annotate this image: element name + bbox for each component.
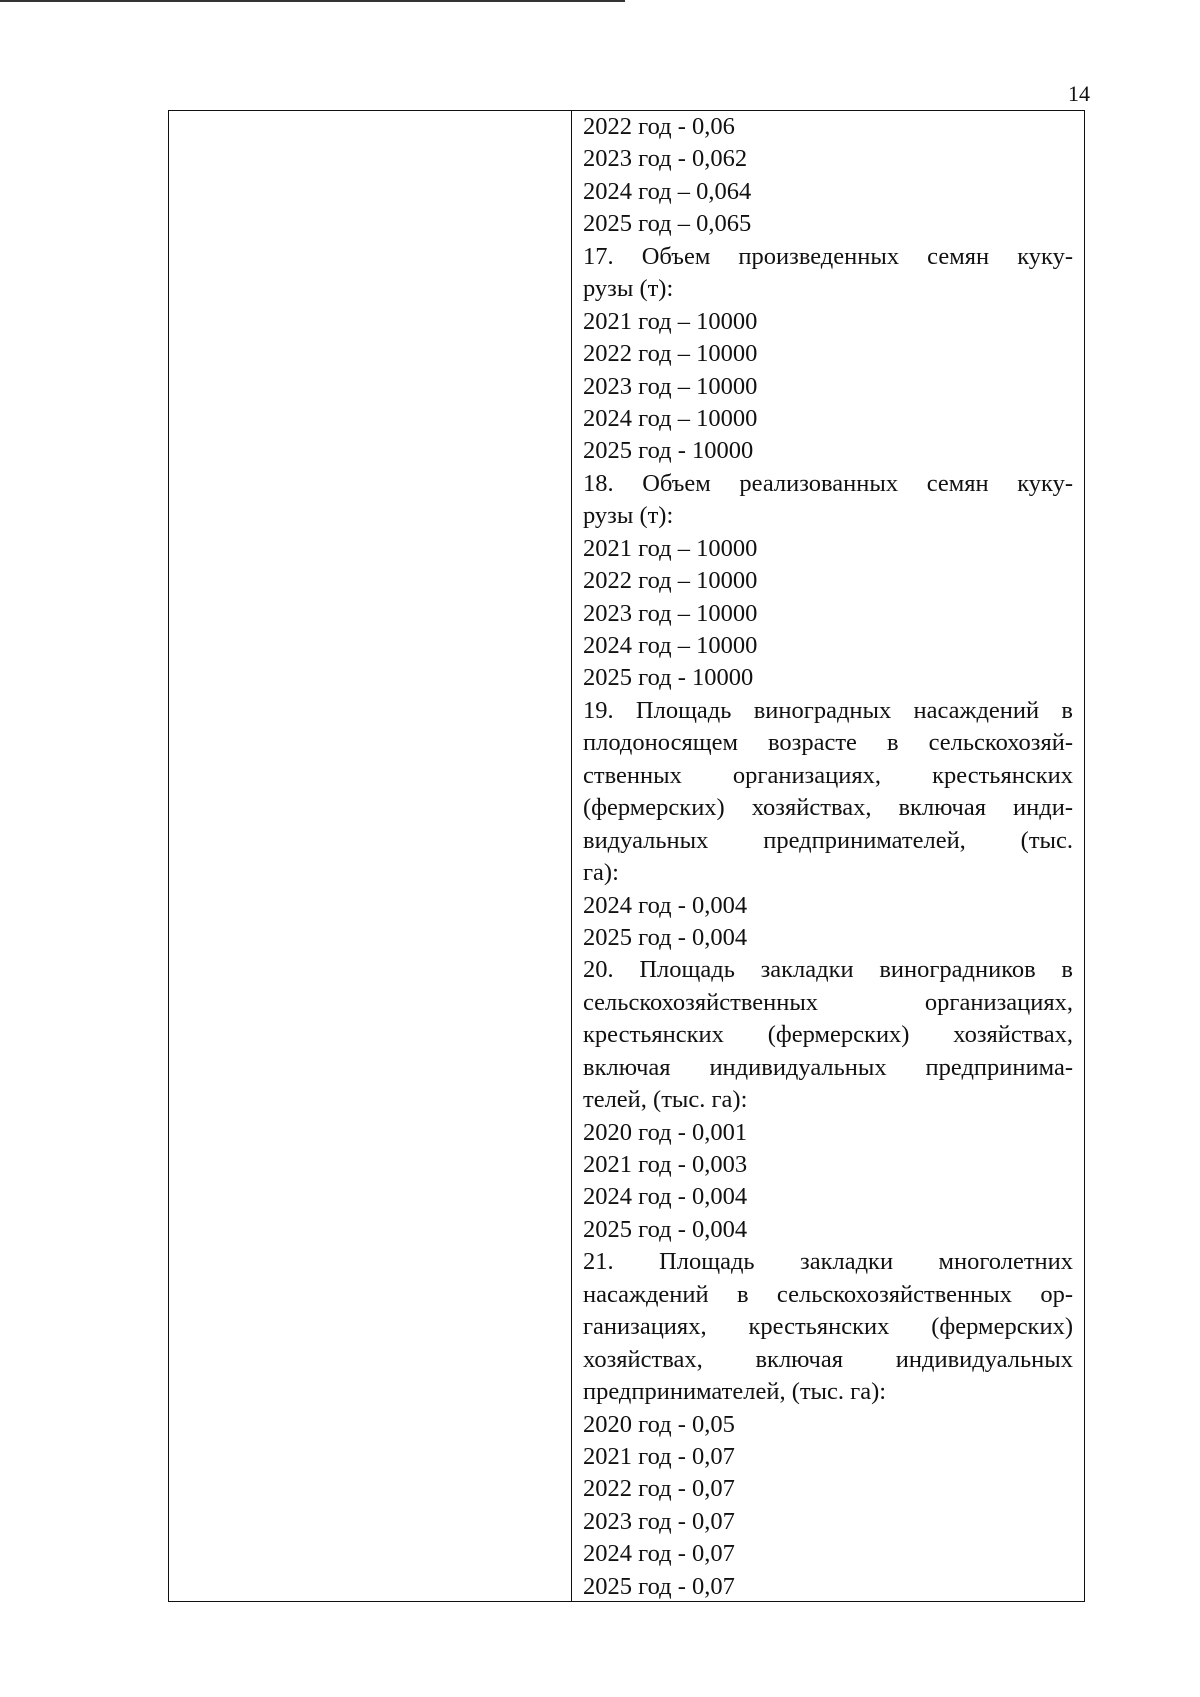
text-line: 2024 год - 0,004 [583, 891, 748, 919]
text-line: крестьянских (фермерских) хозяйствах, [583, 1021, 1073, 1049]
text-line: 2022 год - 0,06 [583, 113, 735, 140]
text-line: телей, (тыс. га): [583, 1086, 748, 1114]
text-line: 2024 год - 0,07 [583, 1540, 735, 1568]
text-line: 2023 год - 0,07 [583, 1507, 735, 1535]
text-line: 2023 год - 0,062 [583, 145, 748, 173]
text-line: 2022 год – 10000 [583, 567, 758, 595]
text-line: рузы (т): [583, 502, 674, 530]
text-line: 2023 год – 10000 [583, 599, 758, 627]
text-line: га): [583, 859, 619, 887]
text-line: насаждений в сельскохозяйственных ор- [583, 1280, 1073, 1308]
text-line: 2021 год – 10000 [583, 307, 758, 335]
text-line: плодоносящем возрасте в сельскохозяй- [583, 729, 1073, 757]
text-line: 2025 год - 0,004 [583, 1215, 748, 1243]
text-line: 2025 год - 0,004 [583, 923, 748, 951]
text-line: 2024 год – 0,064 [583, 177, 752, 205]
text-line: предпринимателей, (тыс. га): [583, 1378, 887, 1406]
text-line: 20. Площадь закладки виноградников в [583, 956, 1073, 984]
text-line: 18. Объем реализованных семян куку- [583, 469, 1073, 497]
text-line: 17. Объем произведенных семян куку- [583, 242, 1073, 270]
text-line: 2022 год - 0,07 [583, 1475, 735, 1503]
table-right-cell [573, 111, 1084, 1601]
text-line: (фермерских) хозяйствах, включая инди- [583, 794, 1073, 822]
text-line: 2024 год - 0,004 [583, 1183, 748, 1211]
page-number: 14 [1068, 81, 1090, 106]
text-line: 19. Площадь виноградных насаждений в [583, 696, 1073, 724]
text-line: 2021 год - 0,07 [583, 1442, 735, 1470]
text-line: 2025 год - 10000 [583, 664, 754, 692]
top-edge-rule [0, 0, 625, 2]
text-line: 2020 год - 0,001 [583, 1118, 748, 1146]
text-line: сельскохозяйственных организациях, [583, 988, 1073, 1016]
text-line: 2025 год - 10000 [583, 437, 754, 465]
text-line: 2022 год – 10000 [583, 340, 758, 368]
text-line: видуальных предпринимателей, (тыс. [583, 826, 1073, 854]
indicator-table [168, 110, 1085, 1602]
text-line: 2024 год – 10000 [583, 404, 758, 432]
text-line: 2025 год - 0,07 [583, 1572, 735, 1600]
text-line: ственных организациях, крестьянских [583, 761, 1073, 789]
text-line: 2021 год - 0,003 [583, 1151, 748, 1178]
table-left-cell [169, 111, 572, 1601]
text-line: 2021 год – 10000 [583, 534, 758, 562]
text-line: включая индивидуальных предпринима- [583, 1053, 1073, 1081]
text-line: хозяйствах, включая индивидуальных [583, 1345, 1073, 1373]
text-line: 2024 год – 10000 [583, 632, 758, 659]
text-line: 21. Площадь закладки многолетних [583, 1248, 1073, 1276]
text-line: рузы (т): [583, 275, 674, 303]
text-line: 2023 год – 10000 [583, 372, 758, 400]
text-line: ганизациях, крестьянских (фермерских) [583, 1313, 1073, 1341]
text-line: 2025 год – 0,065 [583, 210, 752, 238]
text-line: 2020 год - 0,05 [583, 1410, 735, 1438]
